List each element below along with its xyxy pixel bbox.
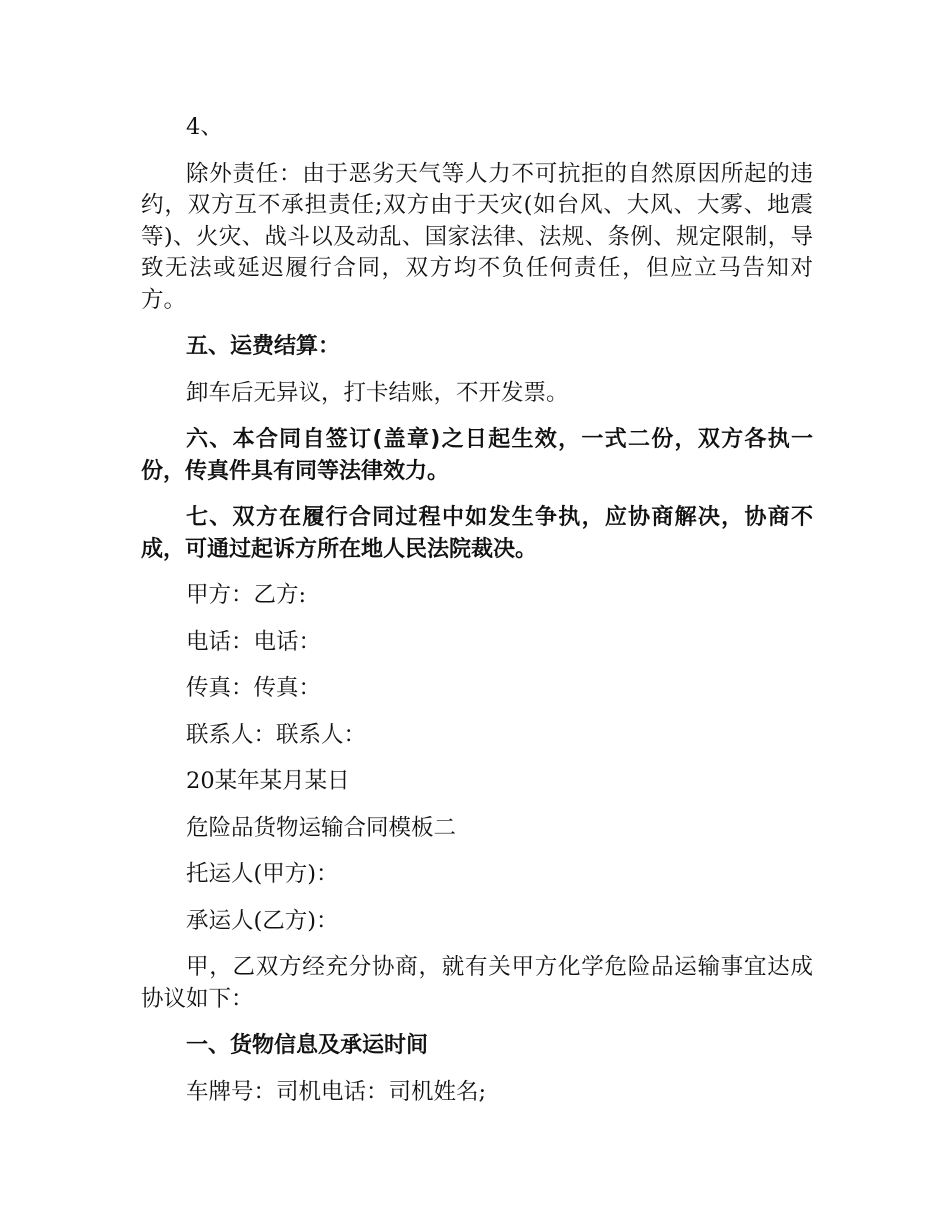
carrier-line: 承运人(乙方)： [186,907,339,934]
party-line: 甲方：乙方: [186,582,307,608]
section-heading-dispute: 七、双方在履行合同过程中如发生争执，应协商解决，协商不成，可通过起诉方所在地人民法院裁决。 [141,505,813,562]
agreement-intro: 甲，乙双方经充分协商，就有关甲方化学危险品运输事宜达成协议如下： [141,954,813,1012]
fax-line: 传真：传真： [186,675,322,701]
template-title: 危险品货物运输合同模板二 [186,814,457,841]
vehicle-info-line: 车牌号：司机电话：司机姓名; [186,1078,487,1105]
clause-number: 4、 [186,114,223,140]
consignor-line: 托运人(甲方)： [186,861,339,887]
section-heading-freight-settlement: 五、运费结算： [186,334,341,359]
date-line: 20某年某月某日 [186,768,350,794]
document-body [141,112,813,1123]
section-heading-effective: 六、本合同自签订(盖章)之日起生效，一式二份，双方各执一份，传真件具有同等法律效力。 [141,427,813,484]
exemption-paragraph: 除外责任：由于恶劣天气等人力不可抗拒的自然原因所起的违约，双方互不承担责任;双方由于天灾(如台风、大风、大雾、地震等)、火灾、战斗以及动乱、国家法律、法规、条例、规定限制，导致无法或延迟履行合同，双方均不负任何责任，但应立马告知对方。 [141,160,813,313]
section-heading-cargo-info: 一、货物信息及承运时间 [186,1033,429,1058]
contact-line: 联系人：联系人： [186,721,367,748]
settlement-paragraph: 卸车后无异议，打卡结账，不开发票。 [186,379,569,406]
phone-line: 电话：电话： [186,628,322,655]
